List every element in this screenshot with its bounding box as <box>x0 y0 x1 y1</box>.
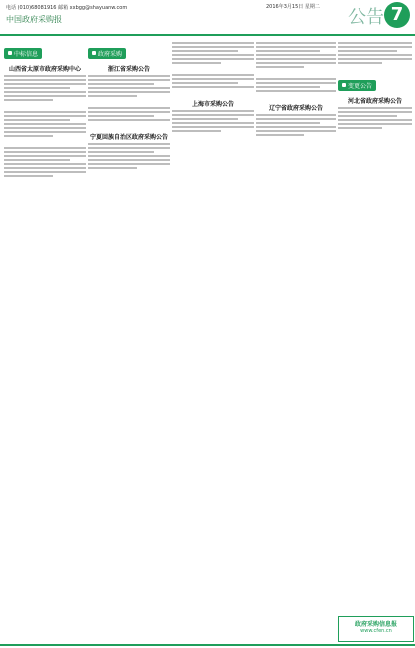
text-line <box>4 171 86 173</box>
text-line <box>338 42 412 44</box>
text-line <box>172 82 238 84</box>
section-title: 公告 <box>348 7 384 28</box>
text-line <box>256 78 336 80</box>
text-line <box>88 155 170 157</box>
text-line <box>256 134 304 136</box>
column-5 <box>338 40 412 620</box>
column-4 <box>256 40 336 620</box>
text-line <box>4 83 86 85</box>
text-line <box>256 66 304 68</box>
text-line <box>256 50 320 52</box>
text-line <box>172 42 254 44</box>
text-line <box>338 127 382 129</box>
text-line <box>172 110 254 112</box>
text-line <box>338 123 412 125</box>
text-line <box>4 91 86 93</box>
article-title: 浙江省采购公告 <box>107 65 150 73</box>
text-line <box>256 126 336 128</box>
text-line <box>338 115 397 117</box>
text-line <box>256 90 336 92</box>
text-line <box>88 143 170 145</box>
text-line <box>338 62 382 64</box>
text-line <box>172 50 238 52</box>
text-line <box>88 167 137 169</box>
text-line <box>4 111 86 113</box>
text-line <box>88 75 170 77</box>
text-line <box>88 115 154 117</box>
text-line <box>4 75 86 77</box>
text-line <box>256 82 336 84</box>
text-line <box>256 46 336 48</box>
text-line <box>172 114 254 116</box>
category-label: 中标信息 <box>4 48 42 59</box>
bottom-banner <box>338 616 414 642</box>
text-line <box>4 159 70 161</box>
text-line <box>338 58 412 60</box>
header <box>0 0 415 36</box>
text-line <box>338 107 412 109</box>
article-title: 山西省太原市政府采购中心 <box>8 65 81 73</box>
text-line <box>172 74 254 76</box>
square-icon <box>92 51 96 55</box>
footer-divider <box>0 644 415 646</box>
text-line <box>88 87 170 89</box>
text-line <box>4 123 86 125</box>
article-title: 上海市采购公告 <box>191 101 234 108</box>
banner-url: www.cfen.cn <box>360 628 392 634</box>
text-line <box>172 130 221 132</box>
text-line <box>4 131 86 133</box>
text-line <box>338 46 412 48</box>
category-label: 变更公告 <box>338 80 376 91</box>
text-line <box>4 135 53 137</box>
text-line <box>172 46 254 48</box>
square-icon <box>342 83 346 87</box>
text-line <box>256 42 336 44</box>
text-line <box>4 151 86 153</box>
text-line <box>4 99 53 101</box>
text-line <box>88 111 170 113</box>
page-number-badge: 7 <box>384 2 410 28</box>
text-line <box>338 119 412 121</box>
text-line <box>172 58 254 60</box>
text-line <box>4 167 86 169</box>
column-3 <box>172 40 254 620</box>
text-line <box>4 115 86 117</box>
text-line <box>4 79 86 81</box>
text-line <box>172 126 254 128</box>
text-line <box>172 54 254 56</box>
text-line <box>88 95 137 97</box>
column-1 <box>4 40 86 620</box>
text-line <box>256 122 320 124</box>
text-line <box>172 86 254 88</box>
text-line <box>88 83 154 85</box>
column-2 <box>88 40 170 620</box>
text-line <box>4 155 86 157</box>
text-line <box>172 118 238 120</box>
text-line <box>338 54 412 56</box>
text-line <box>256 130 336 132</box>
banner-title: 政府采购信息报 <box>354 621 397 628</box>
header-contact: 电话 (010)68081916 邮箱 xxbgg@shayuanw.com <box>6 5 128 11</box>
text-line <box>172 62 221 64</box>
text-line <box>4 163 86 165</box>
header-date: 2016年3月15日 星期二 <box>266 4 320 10</box>
text-line <box>256 62 336 64</box>
article-title: 辽宁省政府采购公告 <box>268 105 323 112</box>
text-line <box>4 119 70 121</box>
text-line <box>256 118 336 120</box>
text-line <box>4 95 86 97</box>
square-icon <box>8 51 12 55</box>
text-line <box>256 114 336 116</box>
text-line <box>4 127 86 129</box>
text-line <box>88 151 154 153</box>
text-line <box>4 147 86 149</box>
text-line <box>256 86 320 88</box>
text-line <box>88 107 170 109</box>
text-line <box>256 54 336 56</box>
header-logo: 中国政府采购报 <box>6 15 62 24</box>
text-line <box>338 50 397 52</box>
text-line <box>88 159 170 161</box>
category-label: 政府采购 <box>88 48 126 59</box>
article-title: 宁夏回族自治区政府采购公告 <box>89 133 168 141</box>
text-line <box>338 111 412 113</box>
text-line <box>88 79 170 81</box>
text-line <box>4 87 70 89</box>
text-line <box>4 175 53 177</box>
text-line <box>256 58 336 60</box>
text-line <box>88 119 170 121</box>
text-line <box>172 78 254 80</box>
article-title: 河北省政府采购公告 <box>347 97 402 105</box>
text-line <box>88 163 170 165</box>
text-line <box>88 147 170 149</box>
text-line <box>172 122 254 124</box>
text-line <box>88 91 170 93</box>
